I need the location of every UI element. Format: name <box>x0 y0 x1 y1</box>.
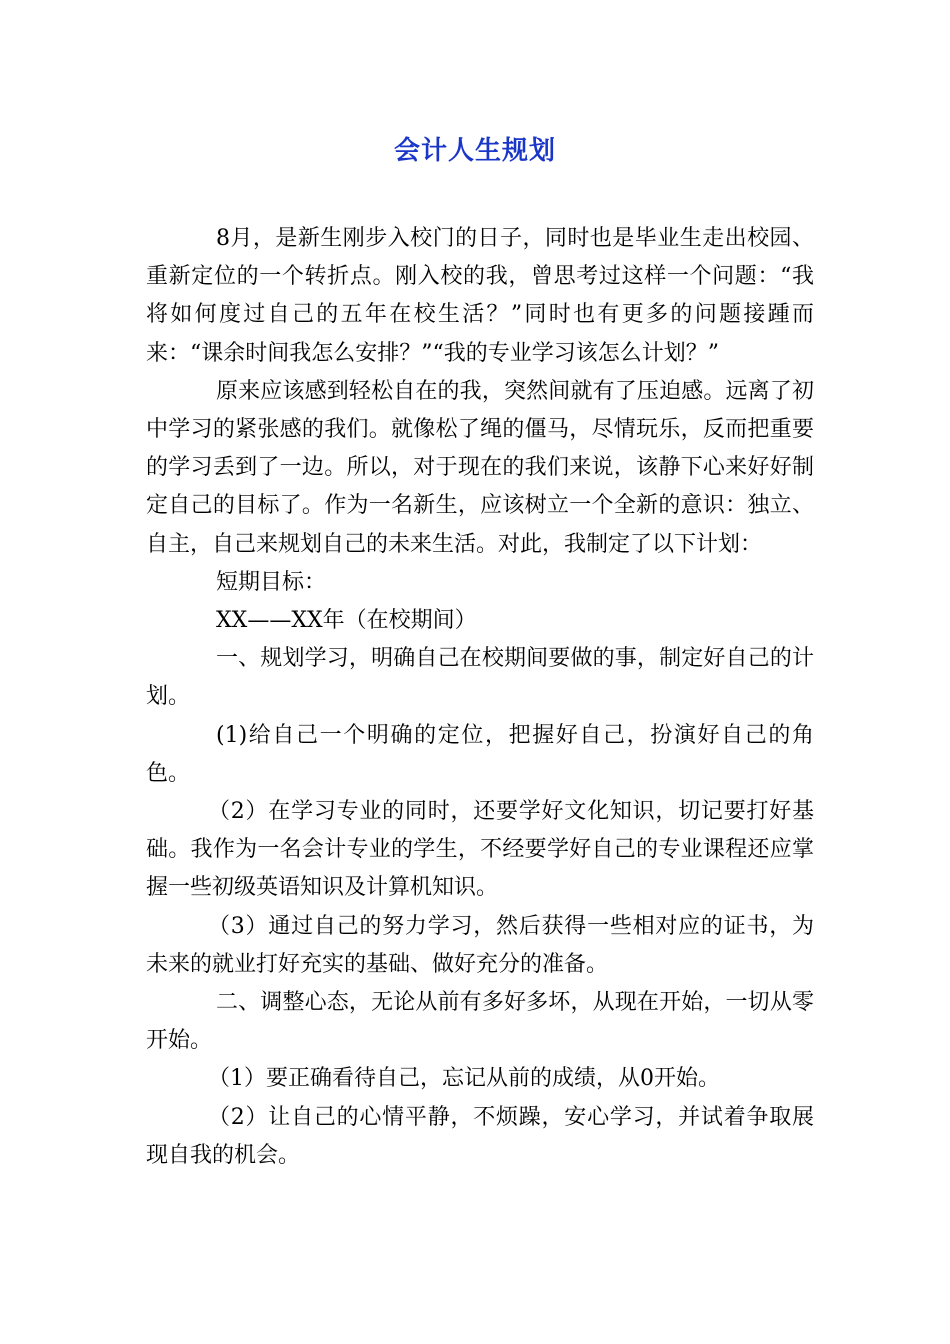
paragraph-period: XX——XX年（在校期间） <box>216 608 477 634</box>
paragraph-plan-study: 一、规划学习，明确自己在校期间要做的事，制定好自己的计划。 <box>146 646 814 710</box>
document-title: 会计人生规划 <box>393 136 556 166</box>
paragraph-item-1: (1)给自己一个明确的定位，把握好自己，扮演好自己的角色。 <box>146 722 814 786</box>
paragraph-mindset-item-1: （1）要正确看待自己，忘记从前的成绩，从0开始。 <box>208 1066 720 1092</box>
paragraph-intro: 8月，是新生刚步入校门的日子，同时也是毕业生走出校园、重新定位的一个转折点。刚入校的我，曾思考过这样一个问题：“我将如何度过自己的五年在校生活？”同时也有更多的问题接踵而来：“课余时间我怎么安排？”“我的专业学习该怎么计划？” <box>146 226 814 366</box>
paragraph-mindset-item-2: （2）让自己的心情平静，不烦躁，安心学习，并试着争取展现自我的机会。 <box>146 1104 814 1168</box>
paragraph-item-2: （2）在学习专业的同时，还要学好文化知识，切记要打好基础。我作为一名会计专业的学生，不经要学好自己的专业课程还应掌握一些初级英语知识及计算机知识。 <box>146 799 814 901</box>
paragraph-pressure: 原来应该感到轻松自在的我，突然间就有了压迫感。远离了初中学习的紧张感的我们。就像松了绳的僵马，尽情玩乐，反而把重要的学习丢到了一边。所以，对于现在的我们来说，该静下心来好好制定自己的目标了。作为一名新生，应该树立一个全新的意识：独立、自主，自己来规划自己的未来生活。对此，我制定了以下计划： <box>146 378 814 557</box>
paragraph-short-term-heading: 短期目标： <box>216 569 327 595</box>
paragraph-item-3: （3）通过自己的努力学习，然后获得一些相对应的证书，为未来的就业打好充实的基础、做好充分的准备。 <box>146 913 814 977</box>
document-body <box>146 220 814 1175</box>
paragraph-adjust-mindset: 二、调整心态，无论从前有多好多坏，从现在开始，一切从零开始。 <box>146 990 814 1054</box>
